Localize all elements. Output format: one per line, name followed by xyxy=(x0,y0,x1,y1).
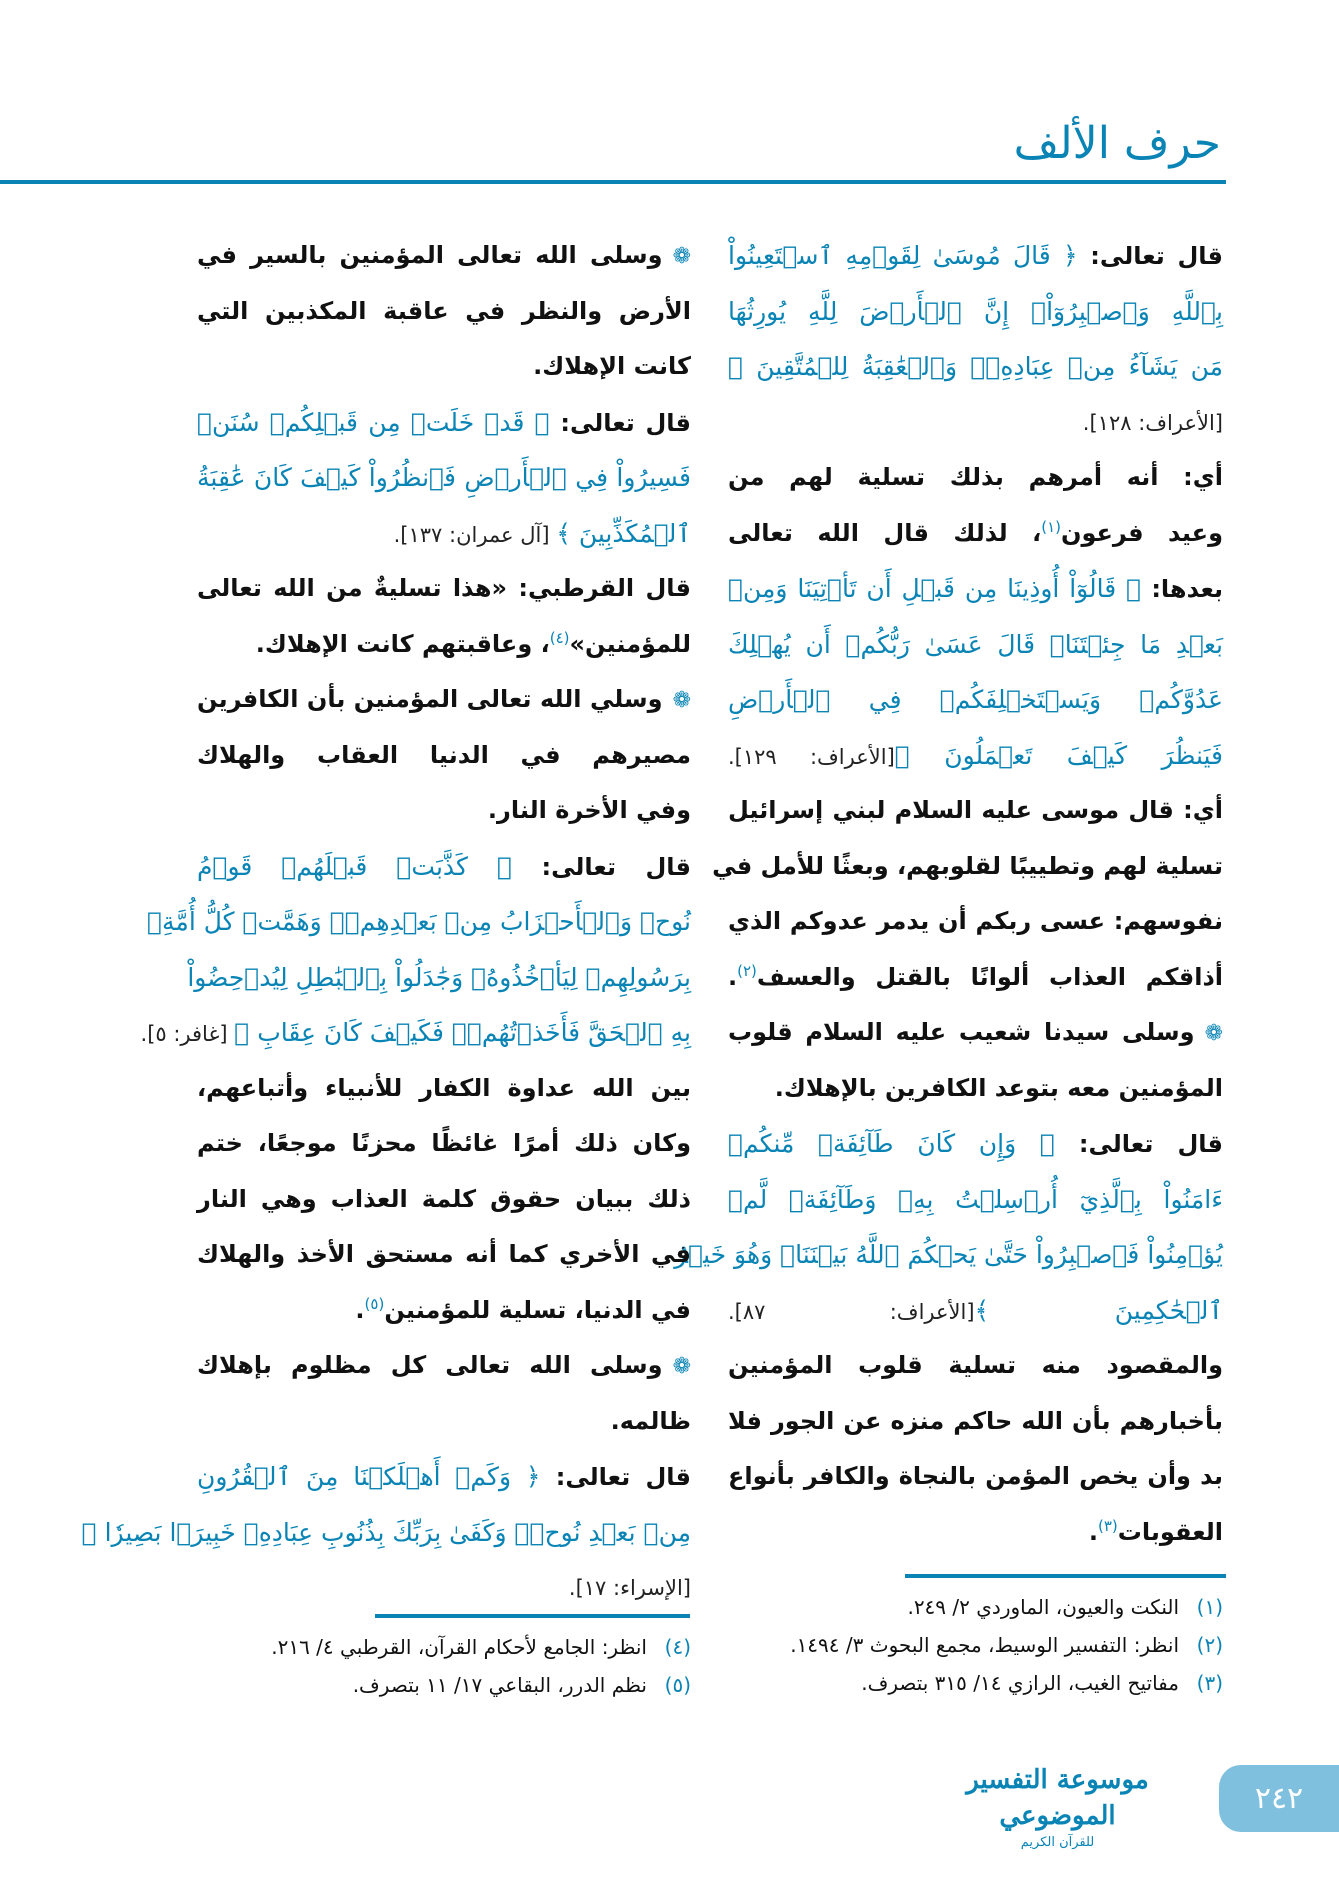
quran-verse: ﴿ وَإِن كَانَ طَآئِفَةٞ مِّنكُمۡ xyxy=(728,1129,1055,1158)
verse-reference: [الأعراف: ١٢٩]. xyxy=(728,744,895,769)
body-text: أي: قال موسى عليه السلام لبني إسرائيل xyxy=(728,796,1223,824)
footnote-item xyxy=(197,1666,691,1704)
bold-text: مصيرهم في الدنيا العقاب والهلاك xyxy=(197,740,691,769)
flower-bullet-icon: ❁ xyxy=(672,244,691,269)
footnote-text: نظم الدرر، البقاعي ١٧/ ١١ بتصرف. xyxy=(352,1673,647,1697)
bold-text: وسلى الله تعالى كل مظلوم بإهلاك xyxy=(197,1351,663,1379)
text-line xyxy=(728,1338,1223,1394)
quran-verse: نُوحٖ وَٱلۡأَحۡزَابُ مِنۢ بَعۡدِهِمۡۖ وَهَمَّتۡ كُلُّ أُمَّةِۭ xyxy=(147,907,691,936)
footnote-marker: (٣) xyxy=(1097,1516,1118,1535)
body-text: . xyxy=(355,1295,365,1324)
body-text: بد وأن يخص المؤمن بالنجاة والكافر بأنواع xyxy=(728,1462,1223,1490)
bold-text: كانت الإهلاك. xyxy=(533,352,691,380)
footnote-number: (٢) xyxy=(1196,1633,1223,1657)
quran-verse: مِنۢ بَعۡدِ نُوحٖۗ وَكَفَىٰ بِرَبِّكَ بِذُنُوبِ عِبَادِهِۦ خَبِيرَۢا بَصِيرٗا ﴾ xyxy=(81,1517,691,1547)
quran-verse: ٱلۡحَٰكِمِينَ ﴾ xyxy=(974,1295,1223,1325)
text-line xyxy=(197,561,691,617)
body-text: نفوسهم: عسى ربكم أن يدمر عدوكم الذي xyxy=(728,907,1223,935)
text-line xyxy=(728,395,1223,451)
quran-verse: ﴿ وَكَمۡ أَهۡلَكۡنَا مِنَ ٱلۡقُرُونِ xyxy=(197,1462,541,1491)
text-line xyxy=(728,228,1223,284)
verse-reference: [غافر: ٥]. xyxy=(140,1022,235,1046)
body-text: تسلية لهم وتطييبًا لقلوبهم، وبعثًا للأمل في xyxy=(712,851,1223,880)
footnote-number: (٥) xyxy=(664,1673,691,1697)
body-text: قال تعالى: xyxy=(512,852,691,881)
body-text: . xyxy=(1088,1517,1098,1546)
text-line xyxy=(728,672,1223,728)
text-line xyxy=(197,450,691,506)
verse-reference: [الإسراء: ١٧]. xyxy=(568,1576,691,1600)
quran-verse: ﴿ قَدۡ خَلَتۡ مِن قَبۡلِكُمۡ سُنَنٞ xyxy=(197,407,550,437)
text-line xyxy=(712,839,1223,895)
text-line xyxy=(728,1005,1223,1061)
footnote-divider-left xyxy=(375,1614,690,1618)
footnote-marker: (٢) xyxy=(737,961,757,980)
footnote-item xyxy=(728,1588,1223,1626)
bold-text: وسلي الله تعالى المؤمنين بأن الكافرين xyxy=(197,685,663,713)
quran-verse: فَيَنظُرَ كَيۡفَ تَعۡمَلُونَ ﴾ xyxy=(894,740,1223,770)
text-line xyxy=(197,1283,691,1339)
footnote-text: انظر: التفسير الوسيط، مجمع البحوث ٣/ ١٤٩٤. xyxy=(790,1633,1179,1657)
text-line xyxy=(197,1061,691,1117)
body-text: ذلك ببيان حقوق كلمة العذاب وهي النار xyxy=(197,1184,691,1213)
text-line xyxy=(197,839,691,895)
text-line xyxy=(728,783,1223,839)
footnote-item xyxy=(728,1626,1223,1664)
text-line xyxy=(197,395,691,451)
bold-text: وسلى سيدنا شعيب عليه السلام قلوب xyxy=(728,1018,1195,1046)
body-text: ، وعاقبتهم كانت الإهلاك. xyxy=(255,629,550,658)
text-line xyxy=(197,1449,691,1505)
left-column xyxy=(81,228,691,1616)
text-line xyxy=(197,672,691,728)
footnote-number: (٤) xyxy=(664,1635,691,1659)
encyclopedia-logo xyxy=(935,1762,1180,1852)
quran-verse: بِهِ ٱلۡحَقَّ فَأَخَذۡتُهُمۡۖ فَكَيۡفَ كَانَ عِقَابِ ﴾ xyxy=(234,1018,691,1047)
bold-text: ظالمه. xyxy=(610,1406,691,1435)
text-line xyxy=(197,1227,691,1283)
quran-verse: ﴿ كَذَّبَتۡ قَبۡلَهُمۡ قَوۡمُ xyxy=(197,851,513,881)
text-line xyxy=(728,617,1223,673)
quran-verse: بَعۡدِ مَا جِئۡتَنَاۚ قَالَ عَسَىٰ رَبُّكُمۡ أَن يُهۡلِكَ xyxy=(728,629,1223,659)
quran-verse: عَدُوَّكُمۡ وَيَسۡتَخۡلِفَكُمۡ فِي ٱلۡأَرۡضِ xyxy=(728,685,1223,714)
footnote-text: النكت والعيون، الماوردي ٢/ ٢٤٩. xyxy=(907,1595,1179,1619)
logo-title: موسوعة التفسير الموضوعي xyxy=(966,1765,1149,1831)
footnote-number: (١) xyxy=(1196,1595,1223,1619)
verse-reference: [الأعراف: ١٢٨]. xyxy=(1082,410,1223,435)
text-line xyxy=(728,1449,1223,1505)
quran-verse: ﴿ قَالُوٓاْ أُوذِينَا مِن قَبۡلِ أَن تَأۡتِيَنَا وَمِنۢ xyxy=(728,574,1142,603)
flower-bullet-icon: ❁ xyxy=(672,688,691,713)
text-line xyxy=(197,1172,691,1228)
text-line xyxy=(728,728,1223,784)
text-line xyxy=(728,1394,1223,1450)
body-text: قال تعالى: xyxy=(549,408,691,437)
text-line xyxy=(728,1061,1223,1117)
footnote-marker: (٤) xyxy=(549,628,570,647)
verse-reference: [آل عمران: ١٣٧]. xyxy=(393,522,557,547)
body-text: قال تعالى: xyxy=(1054,1130,1223,1158)
body-text: في الأخري كما أنه مستحق الأخذ والهلاك xyxy=(197,1240,691,1268)
text-line xyxy=(728,506,1223,562)
bold-text: المؤمنين معه بتوعد الكافرين بالإهلاك. xyxy=(774,1073,1223,1102)
header-divider xyxy=(0,180,1226,184)
text-line xyxy=(197,617,691,673)
footnote-text: انظر: الجامع لأحكام القرآن، القرطبي ٤/ ٢١٦. xyxy=(271,1635,647,1659)
text-line xyxy=(197,1394,691,1450)
body-text: وعيد فرعون xyxy=(1060,518,1223,547)
text-line xyxy=(728,1505,1223,1561)
footnote-marker: (٥) xyxy=(364,1294,385,1313)
text-line xyxy=(728,450,1223,506)
footnote-number: (٣) xyxy=(1196,1671,1223,1695)
body-text: العقوبات xyxy=(1117,1517,1223,1546)
footnotes-left xyxy=(197,1628,691,1704)
text-line xyxy=(197,728,691,784)
body-text: ، لذلك قال الله تعالى xyxy=(728,518,1042,547)
body-text: . xyxy=(728,962,738,991)
text-line xyxy=(140,1005,691,1061)
text-line xyxy=(81,1505,691,1561)
body-text: أذاقكم العذاب ألوانًا بالقتل والعسف xyxy=(756,962,1223,991)
footnote-text: مفاتيح الغيب، الرازي ١٤/ ٣١٥ بتصرف. xyxy=(861,1671,1179,1695)
chapter-title: حرف الألف xyxy=(1013,118,1221,169)
footnote-item xyxy=(728,1664,1223,1702)
footnote-item xyxy=(197,1628,691,1666)
footnote-divider-right xyxy=(905,1574,1226,1578)
text-line xyxy=(728,339,1223,395)
quran-verse: ﴿ قَالَ مُوسَىٰ لِقَوۡمِهِ ٱسۡتَعِينُواْ xyxy=(728,241,1078,270)
quran-verse: فَسِيرُواْ فِي ٱلۡأَرۡضِ فَٱنظُرُواْ كَيۡفَ كَانَ عَٰقِبَةُ xyxy=(197,463,691,492)
quran-verse: يُؤۡمِنُواْ فَٱصۡبِرُواْ حَتَّىٰ يَحۡكُمَ ٱللَّهُ بَيۡنَنَاۚ وَهُوَ خَيۡرُ xyxy=(674,1240,1223,1269)
right-column xyxy=(674,228,1223,1560)
text-line xyxy=(197,1338,691,1394)
text-line xyxy=(197,1116,691,1172)
bold-text: وسلى الله تعالى المؤمنين بالسير في xyxy=(197,241,663,269)
page-number: ٢٤٢ xyxy=(1219,1765,1339,1832)
flower-bullet-icon: ❁ xyxy=(1204,1021,1223,1046)
quran-verse: ءَامَنُواْ بِٱلَّذِيٓ أُرۡسِلۡتُ بِهِۦ وَطَآئِفَةٞ لَّمۡ xyxy=(728,1184,1223,1214)
body-text: أي: أنه أمرهم بذلك تسلية لهم من xyxy=(728,463,1223,491)
bold-text: وفي الأخرة النار. xyxy=(487,796,691,824)
body-text: قال القرطبي: «هذا تسليةٌ من الله تعالى xyxy=(197,574,691,602)
footnote-marker: (١) xyxy=(1041,517,1061,536)
text-line xyxy=(197,1560,691,1616)
flower-bullet-icon: ❁ xyxy=(672,1354,691,1379)
text-line xyxy=(197,506,691,562)
text-line xyxy=(197,284,691,340)
text-line xyxy=(728,894,1223,950)
quran-verse: بِرَسُولِهِمۡ لِيَأۡخُذُوهُۖ وَجَٰدَلُواْ بِٱلۡبَٰطِلِ لِيُدۡحِضُواْ xyxy=(187,962,691,992)
quran-verse: ٱلۡمُكَذِّبِينَ ﴾ xyxy=(556,518,691,548)
text-line xyxy=(728,950,1223,1006)
text-line xyxy=(728,1116,1223,1172)
body-text: في الدنيا، تسلية للمؤمنين xyxy=(384,1295,691,1324)
text-line xyxy=(728,1172,1223,1228)
text-line xyxy=(728,1283,1223,1339)
logo-subtitle: للقرآن الكريم xyxy=(1020,1835,1095,1850)
body-text: بين الله عداوة الكفار للأنبياء وأتباعهم، xyxy=(197,1073,691,1102)
footnotes-right xyxy=(728,1588,1223,1702)
body-text: والمقصود منه تسلية قلوب المؤمنين xyxy=(728,1351,1223,1379)
body-text: بأخبارهم بأن الله حاكم منزه عن الجور فلا xyxy=(728,1406,1223,1435)
text-line xyxy=(187,950,691,1006)
verse-reference: [الأعراف: ٨٧]. xyxy=(728,1299,975,1324)
text-line xyxy=(147,894,691,950)
quran-verse: بِٱللَّهِ وَٱصۡبِرُوٓاْۖ إِنَّ ٱلۡأَرۡضَ لِلَّهِ يُورِثُهَا xyxy=(728,296,1223,326)
text-line xyxy=(728,284,1223,340)
body-text: قال تعالى: xyxy=(1077,242,1223,270)
text-line xyxy=(674,1227,1223,1283)
bold-text: الأرض والنظر في عاقبة المكذبين التي xyxy=(197,296,691,325)
body-text: للمؤمنين» xyxy=(569,629,691,658)
body-text: قال تعالى: xyxy=(540,1463,691,1491)
body-text: وكان ذلك أمرًا غائظًا محزنًا موجعًا، ختم xyxy=(197,1129,691,1157)
quran-verse: مَن يَشَآءُ مِنۡ عِبَادِهِۦۖ وَٱلۡعَٰقِبَةُ لِلۡمُتَّقِينَ ﴾ xyxy=(728,352,1223,381)
text-line xyxy=(197,339,691,395)
text-line xyxy=(728,561,1223,617)
text-line xyxy=(197,228,691,284)
body-text: بعدها: xyxy=(1141,575,1223,603)
text-line xyxy=(197,783,691,839)
